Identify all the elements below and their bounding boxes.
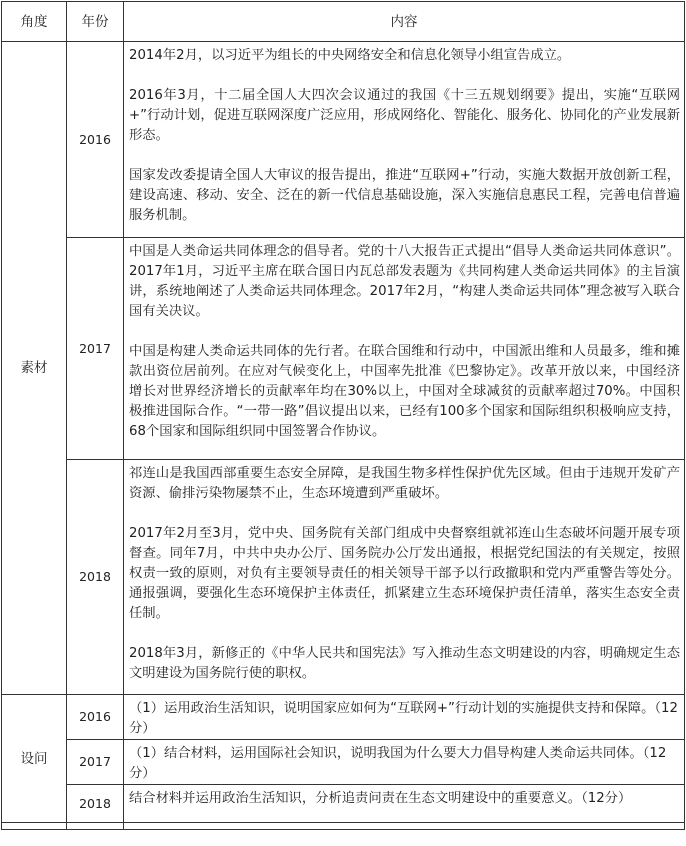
question-text-2016 (124, 695, 685, 740)
question-text: 结合材料并运用政治生活知识，分析追责问责在生态文明建设中的重要意义。（12分） (129, 791, 632, 806)
material-content-2016 (124, 42, 685, 238)
paragraph: 2018年3月，新修正的《中华人民共和国宪法》写入推动生态文明建设的内容，明确规定生态文明建设为国务院行使的职权。 (129, 646, 680, 681)
question-text-2018 (124, 785, 685, 823)
question-row-2016 (2, 695, 685, 740)
table-header-row (2, 2, 685, 42)
question-row-2017 (2, 740, 685, 785)
question-label: 设问 (2, 695, 67, 823)
material-row-2017 (2, 238, 685, 460)
tail-cell (124, 823, 685, 830)
header-year: 年份 (67, 2, 124, 42)
tail-cell (2, 823, 67, 830)
paragraph: 2016年3月，十二届全国人大四次会议通过的我国《十三五规划纲要》提出，实施“互联网+”行动计划，促进互联网深度广泛应用，形成网络化、智能化、服务化、协同化的产业发展新形态。 (129, 88, 680, 143)
material-year-2017: 2017 (67, 238, 124, 460)
header-content: 内容 (124, 2, 685, 42)
material-year-2018: 2018 (67, 460, 124, 695)
exam-material-table (1, 1, 685, 830)
material-row-2018 (2, 460, 685, 695)
material-label: 素材 (2, 42, 67, 695)
material-content-2018 (124, 460, 685, 695)
material-year-2016: 2016 (67, 42, 124, 238)
paragraph: 中国是人类命运共同体理念的倡导者。党的十八大报告正式提出“倡导人类命运共同体意识”。2017年1月，习近平主席在联合国日内瓦总部发表题为《共同构建人类命运共同体》的主旨演讲，系统地阐述了人类命运共同体理念。2017年2月，“构建人类命运共同体”理念被写入联合国有关决议。 (129, 244, 680, 319)
paragraph: 2014年2月，以习近平为组长的中央网络安全和信息化领导小组宣告成立。 (129, 48, 571, 63)
material-row-2016 (2, 42, 685, 238)
question-year-2017: 2017 (67, 740, 124, 785)
question-year-2016: 2016 (67, 695, 124, 740)
paragraph: 祁连山是我国西部重要生态安全屏障，是我国生物多样性保护优先区域。但由于违规开发矿产资源、偷排污染物屡禁不止，生态环境遭到严重破坏。 (129, 466, 680, 501)
tail-cell (67, 823, 124, 830)
header-angle: 角度 (2, 2, 67, 42)
paragraph: 2017年2月至3月，党中央、国务院有关部门组成中央督察组就祁连山生态破坏问题开展专项督查。同年7月，中共中央办公厅、国务院办公厅发出通报，根据党纪国法的有关规定，按照权责一致的原则，对负有主要领导责任的相关领导干部予以行政撤职和党内严重警告等处分。通报强调，要强化生态环境保护主体责任，抓紧建立生态环境保护责任清单，落实生态安全责任制。 (129, 526, 680, 621)
question-year-2018: 2018 (67, 785, 124, 823)
question-text-2017 (124, 740, 685, 785)
paragraph: 国家发改委提请全国人大审议的报告提出，推进“互联网+”行动，实施大数据开放创新工程，建设高速、移动、安全、泛在的新一代信息基础设施，深入实施信息惠民工程，完善电信普遍服务机制。 (129, 168, 680, 223)
table-tail-row (2, 823, 685, 830)
question-row-2018 (2, 785, 685, 823)
paragraph: 中国是构建人类命运共同体的先行者。在联合国维和行动中，中国派出维和人员最多，维和摊款出资位居前列。在应对气候变化上，中国率先批准《巴黎协定》。改革开放以来，中国经济增长对世界经济增长的贡献率年均在30%以上，中国对全球减贫的贡献率超过70%。中国积极推进国际合作。“一带一路”倡议提出以来，已经有100多个国家和国际组织积极响应支持，68个国家和国际组织同中国签署合作协议。 (129, 344, 680, 439)
question-text: （1）运用政治生活知识，说明国家应如何为“互联网+”行动计划的实施提供支持和保障。（12分） (129, 701, 678, 736)
material-content-2017 (124, 238, 685, 460)
question-text: （1）结合材料，运用国际社会知识，说明我国为什么要大力倡导构建人类命运共同体。（12分） (129, 746, 667, 781)
